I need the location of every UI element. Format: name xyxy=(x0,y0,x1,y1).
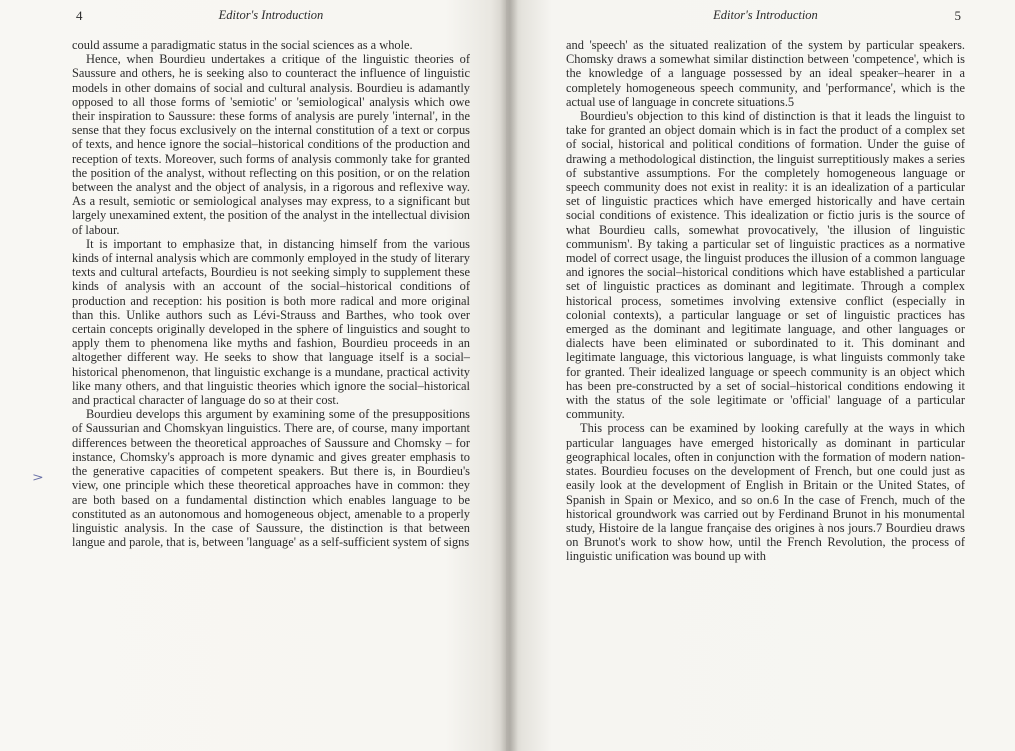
right-paragraph-2: Bourdieu's objection to this kind of distinction is that it leads the linguist to take for granted an object domain which is in fact the product of a complex set of social, historical and political conditions of formation. Under the guise of drawing a methodological distinction, the linguist surreptitiously makes a series of substantive assumptions. For the completely homogeneous language or speech community does not exist in reality: it is an idealization of a particular set of linguistic practices which have emerged historically and have certain social conditions of existence. This idealization or fictio juris is the source of what Bourdieu calls, somewhat provocatively, 'the illusion of linguistic communism'. By taking a particular set of linguistic practices as a normative model of correct usage, the linguist produces the illusion of a common language and ignores the social–historical conditions which have established a particular set of linguistic practices as dominant and legitimate. Through a complex historical process, sometimes involving extensive conflict (especially in colonial contexts), a particular language or set of linguistic practices has emerged as the dominant and legitimate language, and other languages or dialects have been eliminated or subordinated to it. This dominant and legitimate language, this victorious language, is what linguists commonly take for granted. Their idealized language or speech community is an object which has been pre-constructed by a set of social–historical conditions endowing it with the status of the sole legitimate or 'official' language of a particular community. xyxy=(566,109,965,422)
left-text-block xyxy=(72,38,470,549)
right-running-head xyxy=(566,8,965,24)
right-paragraph-1: and 'speech' as the situated realization of the system by particular speakers. Chomsky draws a somewhat similar distinction between 'competence', which is the knowledge of a language possessed by an ideal speaker–hearer in a completely homogeneous speech community, and 'performance', which is the actual use of language in concrete situations.5 xyxy=(566,38,965,109)
right-paragraph-3: This process can be examined by looking carefully at the ways in which particular languages have emerged historically as dominant in particular geographical locales, often in conjunction with the formation of modern nation-states. Bourdieu focuses on the development of French, but one could just as easily look at the development of English in Britain or the United States, of Spanish in Spain or Mexico, and so on.6 In the case of French, much of the historical groundwork was carried out by Ferdinand Brunot in his monumental study, Histoire de la langue française des origines à nos jours.7 Bourdieu draws on Brunot's work to show how, until the French Revolution, the process of linguistic unification was bound up with xyxy=(566,421,965,564)
left-page xyxy=(0,0,506,751)
left-paragraph-2: Hence, when Bourdieu undertakes a critique of the linguistic theories of Saussure and others, he is seeking also to counteract the influence of linguistic models in other domains of social and cultural analysis. Bourdieu is adamantly opposed to all those forms of 'semiotic' or 'semiological' analysis which owe their inspiration to Saussure: these forms of analysis are purely 'internal', in the sense that they focus exclusively on the internal constitution of a text or corpus of texts, and hence ignore the social–historical conditions of the production and reception of texts. Moreover, such forms of analysis commonly take for granted the position of the analyst, without reflecting on this position, or on the relation between the analyst and the object of analysis, in a rigorous and reflexive way. As a result, semiotic or semiological analyses may express, to a significant but largely unexamined extent, the position of the analyst in the intellectual division of labour. xyxy=(72,52,470,237)
right-page-number: 5 xyxy=(954,8,961,23)
right-running-title: Editor's Introduction xyxy=(713,8,818,22)
right-text-block xyxy=(566,38,965,564)
left-paragraph-4: Bourdieu develops this argument by examining some of the presuppositions of Saussurian and Chomskyan linguistics. There are, of course, many important differences between the theoretical approaches of Saussure and Chomsky – for instance, Chomsky's approach is more dynamic and gives greater emphasis to the generative capacities of competent speakers. But there is, in Bourdieu's view, one principle which these theoretical approaches have in common: they are both based on a fundamental distinction which enables language to be constituted as an autonomous and homogeneous object, amenable to a properly linguistic analysis. In the case of Saussure, the distinction is that between langue and parole, that is, between 'language' as a self-sufficient system of signs xyxy=(72,407,470,550)
right-page xyxy=(506,0,1015,751)
left-page-number: 4 xyxy=(76,8,83,23)
left-running-head xyxy=(72,8,470,24)
left-running-title: Editor's Introduction xyxy=(218,8,324,22)
left-paragraph-1: could assume a paradigmatic status in the social sciences as a whole. xyxy=(72,38,413,52)
left-paragraph-3: It is important to emphasize that, in distancing himself from the various kinds of internal analysis which are commonly employed in the study of literary texts and cultural artefacts, Bourdieu is not seeking simply to supplement these kinds of analysis with an account of the social–historical conditions of production and reception: his position is both more radical and more original than this. Unlike authors such as Lévi-Strauss and Barthes, who took over certain concepts originally developed in the sphere of linguistics and sought to apply them to phenomena like myths and fashion, Bourdieu proceeds in an altogether different way. He seeks to show that language itself is a social–historical phenomenon, that linguistic exchange is a mundane, practical activity like many others, and that linguistic theories which ignore the social–historical and practical character of language do so at their cost. xyxy=(72,236,470,408)
margin-pen-mark: > xyxy=(32,471,44,485)
